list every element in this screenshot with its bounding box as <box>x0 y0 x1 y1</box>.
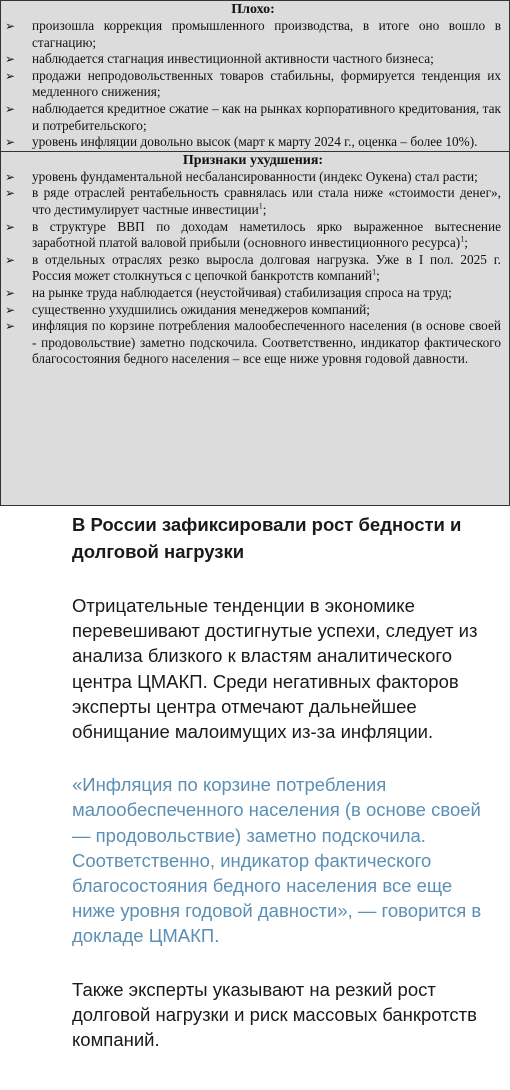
footnote-mark: 1 <box>460 234 465 244</box>
arrow-bullet-icon: ➢ <box>5 68 16 83</box>
footnote-mark: 1 <box>258 201 263 211</box>
worse-item: ➢ на рынке труда наблюдается (неустойчивая) стабилизация спроса на труд; <box>5 284 452 300</box>
article-headline: В России зафиксировали рост бедности и долговой нагрузки <box>72 514 462 562</box>
arrow-bullet-icon: ➢ <box>5 135 16 150</box>
arrow-bullet-icon: ➢ <box>5 52 16 67</box>
article-quote: «Инфляция по корзине потребления малообеспеченного населения (в основе своей — продовольствие) заметно подскочила. Соответственно, индикатор фактического благосостояния бедного населения все еще ниже уровня годовой давности», — говорится в докладе ЦМАКП. <box>72 774 482 947</box>
article-paragraph: Отрицательные тенденции в экономике перевешивают достигнутые успехи, следует из анализа близкого к властям аналитического центра ЦМАКП. Среди негативных факторов эксперты центра отмечают дальнейшее обнищание малоимущих из-за инфляции. <box>72 595 478 743</box>
worse-section-title: Признаки ухудшения: <box>182 152 324 168</box>
bad-item: ➢ наблюдается стагнация инвестиционной активности частного бизнеса; <box>5 51 434 67</box>
bad-section-title: Плохо: <box>231 2 275 17</box>
arrow-bullet-icon: ➢ <box>5 101 16 116</box>
bad-item: ➢ продажи непродовольственных товаров стабильны, формируется тенденция их медленного снижения; <box>5 67 501 100</box>
arrow-bullet-icon: ➢ <box>5 186 16 201</box>
bad-item: ➢ произошла коррекция промышленного производства, в итоге оно вошло в стагнацию; <box>5 18 501 50</box>
worse-item: ➢ существенно ухудшились ожидания менеджеров компаний; <box>5 301 370 317</box>
arrow-bullet-icon: ➢ <box>5 319 16 334</box>
bad-section <box>1 1 509 151</box>
report-excerpt-image <box>0 0 510 506</box>
arrow-bullet-icon: ➢ <box>5 169 16 184</box>
footnote-mark: 1 <box>372 267 377 277</box>
arrow-bullet-icon: ➢ <box>5 19 16 33</box>
bad-item: ➢ уровень инфляции довольно высок (март к марту 2024 г., оценка – более 10%). <box>5 134 478 150</box>
arrow-bullet-icon: ➢ <box>5 285 16 300</box>
worse-item: ➢ в ряде отраслей рентабельность сравнялась или стала ниже «стоимости денег», что дестимулирует частные инвестиции$^1$; <box>5 185 501 217</box>
worse-item: ➢ инфляция по корзине потребления малообеспеченного населения (в основе своей - продовольствие) заметно подскочила. Соответственно, индикатор фактического благосостояния бедного населения – все еще ниже уровня годовой давности. <box>5 318 501 367</box>
worse-item: ➢ уровень фундаментальной несбалансированности (индекс Оукена) стал расти; <box>5 168 478 184</box>
arrow-bullet-icon: ➢ <box>5 302 16 317</box>
article-paragraph: Также эксперты указывают на резкий рост долговой нагрузки и риск массовых банкротств компаний. <box>72 978 477 1051</box>
worse-item: ➢ в отдельных отраслях резко выросла долговая нагрузка. Уже в I пол. 2025 г. Россия может столкнуться с цепочкой банкротств компаний$^1$; <box>5 251 501 284</box>
worse-item: ➢ в структуре ВВП по доходам наметилось ярко выраженное вытеснение заработной платой валовой прибыли (основного инвестиционного ресурса)$^1$; <box>5 218 501 251</box>
bad-item: ➢ наблюдается кредитное сжатие – как на рынках корпоративного кредитования, так и потребительского; <box>5 100 501 133</box>
arrow-bullet-icon: ➢ <box>5 252 16 267</box>
arrow-bullet-icon: ➢ <box>5 219 16 234</box>
news-article <box>72 512 482 1052</box>
worse-section <box>1 151 509 368</box>
